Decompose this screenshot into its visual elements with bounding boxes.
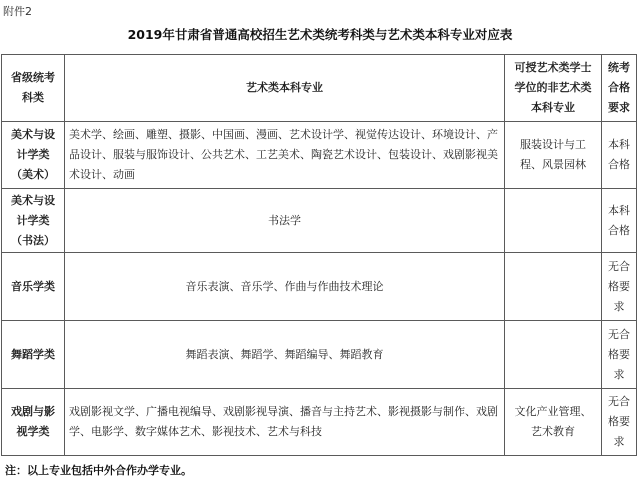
row-category: 戏剧与影视学类 bbox=[2, 389, 65, 456]
table-row bbox=[2, 389, 637, 456]
row-qualify: 无合格要求 bbox=[602, 321, 637, 389]
row-majors: 书法学 bbox=[65, 189, 505, 253]
table-row bbox=[2, 189, 637, 253]
row-majors: 戏剧影视文学、广播电视编导、戏剧影视导演、播音与主持艺术、影视摄影与制作、戏剧学、电影学、数字媒体艺术、影视技术、艺术与科技 bbox=[65, 389, 505, 456]
footnote: 注：以上专业包括中外合作办学专业。 bbox=[5, 464, 192, 477]
table-row bbox=[2, 122, 637, 189]
row-nonart-majors bbox=[505, 321, 602, 389]
table-header-row bbox=[2, 55, 637, 122]
row-qualify: 无合格要求 bbox=[602, 389, 637, 456]
row-majors: 舞蹈表演、舞蹈学、舞蹈编导、舞蹈教育 bbox=[65, 321, 505, 389]
page-title: 2019年甘肃省普通高校招生艺术类统考科类与艺术类本科专业对应表 bbox=[127, 27, 513, 42]
row-qualify: 本科合格 bbox=[602, 189, 637, 253]
row-nonart-majors bbox=[505, 253, 602, 321]
row-category: 音乐学类 bbox=[2, 253, 65, 321]
row-majors: 音乐表演、音乐学、作曲与作曲技术理论 bbox=[65, 253, 505, 321]
header-qualify: 统考合格要求 bbox=[602, 55, 637, 122]
row-category: 舞蹈学类 bbox=[2, 321, 65, 389]
header-majors: 艺术类本科专业 bbox=[65, 55, 505, 122]
row-category: 美术与设计学类（书法） bbox=[2, 189, 65, 253]
row-majors: 美术学、绘画、雕塑、摄影、中国画、漫画、艺术设计学、视觉传达设计、环境设计、产品设计、服装与服饰设计、公共艺术、工艺美术、陶瓷艺术设计、包装设计、戏剧影视美术设计、动画 bbox=[65, 122, 505, 189]
row-nonart-majors bbox=[505, 189, 602, 253]
major-correspondence-table bbox=[1, 54, 637, 456]
row-qualify: 无合格要求 bbox=[602, 253, 637, 321]
row-category: 美术与设计学类（美术） bbox=[2, 122, 65, 189]
header-nonart-majors: 可授艺术类学士学位的非艺术类本科专业 bbox=[505, 55, 602, 122]
table-row bbox=[2, 321, 637, 389]
row-nonart-majors: 文化产业管理、艺术教育 bbox=[505, 389, 602, 456]
attachment-label: 附件2 bbox=[3, 5, 32, 18]
row-qualify: 本科合格 bbox=[602, 122, 637, 189]
table-row bbox=[2, 253, 637, 321]
row-nonart-majors: 服装设计与工程、风景园林 bbox=[505, 122, 602, 189]
header-category: 省级统考科类 bbox=[2, 55, 65, 122]
